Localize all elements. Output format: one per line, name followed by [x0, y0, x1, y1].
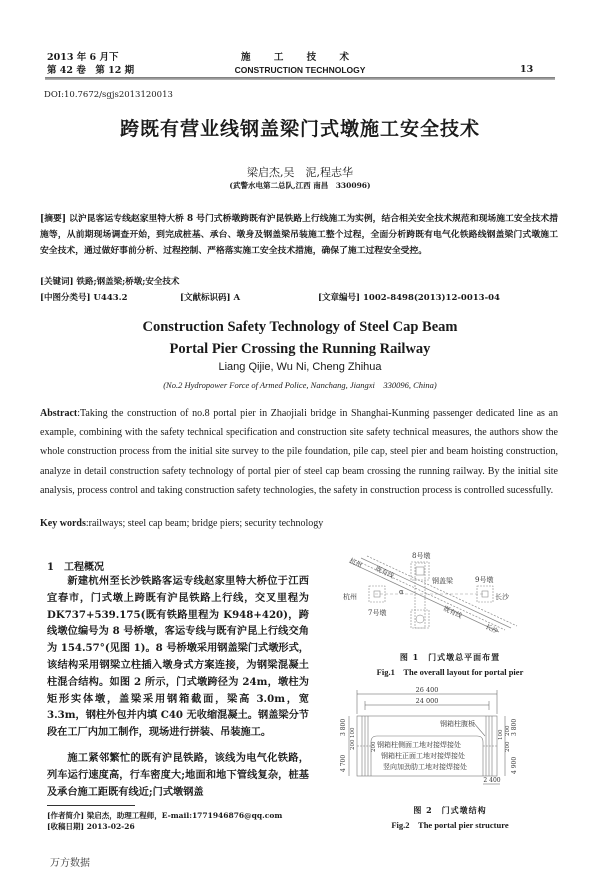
footnote-rule [47, 805, 135, 806]
label-pier-9: 9号墩 [475, 576, 494, 584]
abstract-cn-label: [摘要] [40, 214, 67, 224]
dim-right-bottom: 4 900 [511, 756, 518, 774]
label-pier-8: 8号墩 [412, 552, 431, 560]
dim-left-top: 3 800 [340, 718, 347, 736]
clc-value: U443.2 [93, 293, 128, 303]
article-no-value: 1002-8498(2013)12-0013-04 [363, 293, 500, 303]
figure-1-caption-en: Fig.1 The overall layout for portal pier [376, 667, 524, 677]
label-angle: α [399, 588, 404, 596]
dim-total-width: 26 400 [415, 686, 439, 694]
doc-code-label: [文献标识码] [180, 293, 231, 303]
figure-2-caption-cn: 图 2 门式墩结构 [413, 805, 487, 815]
keywords-en-text: :railways; steel cap beam; bridge piers; security technology [85, 518, 324, 529]
figure-2-caption-en: Fig.2 The portal pier structure [391, 820, 509, 830]
header-issue-info [47, 51, 134, 77]
footnote-received-label: [收稿日期] [47, 822, 85, 831]
label-existing-line-1: 既有线 [374, 564, 396, 581]
header-rule [45, 77, 555, 80]
affiliation-en: (No.2 Hydropower Force of Armed Police, Nanchang, Jiangxi 330096, China) [163, 380, 437, 390]
abstract-en [40, 404, 558, 500]
figure-2 [335, 684, 565, 831]
label-web-plate: 钢箱柱腹板 [440, 720, 475, 728]
dim-left-200b: 200 [371, 741, 377, 752]
header-date: 2013 年 6 月下 [47, 52, 119, 63]
label-changsha: 长沙 [495, 593, 509, 601]
footnote-author [47, 810, 282, 821]
doc-code [180, 291, 240, 303]
dim-right-100: 100 [498, 729, 504, 740]
dim-right-top: 3 800 [511, 718, 518, 736]
header-journal [200, 51, 400, 77]
label-hangzhou-diagonal: 杭州 [348, 556, 364, 570]
title-cn: 跨既有营业线钢盖梁门式墩施工安全技术 [119, 118, 480, 140]
figure-1 [335, 548, 565, 678]
journal-name-en: CONSTRUCTION TECHNOLOGY [234, 65, 366, 75]
dim-right-200b: 200 [505, 741, 511, 752]
clc-code [40, 291, 128, 303]
dim-column-width: 2 400 [483, 777, 501, 784]
label-weld-stiffener: 竖向加劲肋工地对接焊接处 [383, 763, 467, 771]
figure-1-layout-diagram [335, 548, 565, 638]
page-number: 13 [520, 64, 534, 75]
label-cap-beam: 钢盖梁 [432, 577, 453, 585]
figure-2-structure-diagram [335, 684, 565, 789]
footnote-received-text: 2013-02-26 [86, 822, 135, 831]
abstract-cn-text: 以沪昆客运专线赵家里特大桥 8 号门式桥墩跨既有沪昆铁路上行线施工为实例，结合相关安全技术规范和现场施工安全技术措施等，从前期现场调查开始，到完成桩基、承台、墩身及钢盖梁吊装施工整个过程，全面分析跨既有电气化铁路线钢盖梁门式墩施工安全技术，通过做好事前分析、过程控制、严格落实施工安全技术措施，确保了施工过程安全受控。 [40, 214, 558, 256]
authors-cn: 梁启杰,吴 泥,程志华 [247, 166, 353, 179]
dim-span: 24 000 [415, 697, 439, 705]
watermark: 万方数据 [50, 858, 90, 869]
abstract-cn [40, 211, 558, 259]
label-changsha-diagonal: 长沙 [484, 622, 500, 636]
section-paragraph-1: 新建杭州至长沙铁路客运专线赵家里特大桥位于江西宜春市，门式墩上跨既有沪昆铁路上行线，交叉里程为 DK737+539.175(既有铁路里程为 K948+420)，跨线墩位编号为 8 号桥墩，客运专线与既有沪昆上行线交角为 154.57°(见图 1)。8 号桥墩采用钢盖梁门式墩形式，该结构采用钢梁立柱插入墩身式方案连接，为钢梁混凝土柱混合结构。如图 2 所示，门式墩跨径为 24m，墩柱为矩形实体墩，盖梁采用钢箱截面，梁高 3.0m，宽 3.3m，钢柱外包并内填 C40 无收缩混凝土。钢盖梁分节段在工厂内加工制作，现场进行拼装、吊装施工。 [47, 575, 309, 739]
abstract-en-text: :Taking the construction of no.8 portal pier in Zhaojiali bridge in Shanghai-Kunming passenger dedicated line as an example, combining with the safety technical specification and construction site safety technical measures, the authors show the whole construction process from the initial site survey to the pile foundation, pile cap, steel pier and beam hoisting construction, analyze in detail construction safety technology of portal pier of steel cap beam crossing the running railway. By the initial site analysis, process control and taking construction safety technologies, the safety in construction process is controlled sucessfully. [40, 408, 558, 496]
footnote-received [47, 821, 282, 832]
footnote [47, 810, 282, 832]
section-paragraph-2: 施工紧邻繁忙的既有沪昆铁路，该线为电气化铁路，列车运行速度高，行车密度大;地面和地下管线复杂，桩基及承台施工距既有线近;门式墩钢盖 [47, 752, 309, 798]
section-title: 1 工程概况 [47, 562, 104, 573]
keywords-en-label: Key words [40, 518, 86, 529]
article-number [318, 291, 500, 303]
affiliation-cn: (武警水电第二总队,江西 南昌 330096) [229, 181, 371, 190]
label-hangzhou: 杭州 [343, 593, 357, 601]
label-existing-line-2: 既有线 [442, 604, 464, 621]
article-no-label: [文章编号] [318, 293, 361, 303]
journal-name-cn: 施 工 技 术 [241, 52, 359, 63]
footnote-author-text: 梁启杰，助理工程师，E-mail:1771946876@qq.com [86, 811, 283, 820]
figure-1-caption-cn: 图 1 门式墩总平面布置 [399, 652, 501, 662]
doc-code-value: A [233, 293, 241, 303]
keywords-cn-label: [关键词] [40, 277, 74, 287]
title-en-line2: Portal Pier Crossing the Running Railway [169, 341, 431, 357]
doi: DOI:10.7672/sgjs2013120013 [44, 90, 173, 100]
dim-left-bottom: 4 700 [340, 754, 347, 772]
keywords-en [40, 518, 323, 529]
dim-left-200: 200 [350, 739, 356, 750]
dim-right-200: 200 [505, 725, 511, 736]
authors-en: Liang Qijie, Wu Ni, Cheng Zhihua [218, 361, 382, 373]
label-weld-front: 钢箱柱正面工地对接焊接处 [381, 752, 465, 760]
keywords-cn [40, 275, 179, 287]
abstract-en-label: Abstract [40, 408, 78, 419]
footnote-author-label: [作者简介] [47, 811, 85, 820]
label-weld-side: 钢箱柱侧面工地对接焊接处 [377, 741, 461, 749]
header-volume-issue: 第 42 卷 第 12 期 [47, 65, 135, 76]
label-pier-7: 7号墩 [368, 609, 387, 617]
clc-label: [中图分类号] [40, 293, 91, 303]
keywords-cn-text: 铁路;钢盖梁;桥墩;安全技术 [76, 277, 180, 287]
title-en-line1: Construction Safety Technology of Steel Cap Beam [142, 319, 458, 335]
dim-left-100: 100 [350, 727, 356, 738]
title-en [40, 316, 560, 360]
